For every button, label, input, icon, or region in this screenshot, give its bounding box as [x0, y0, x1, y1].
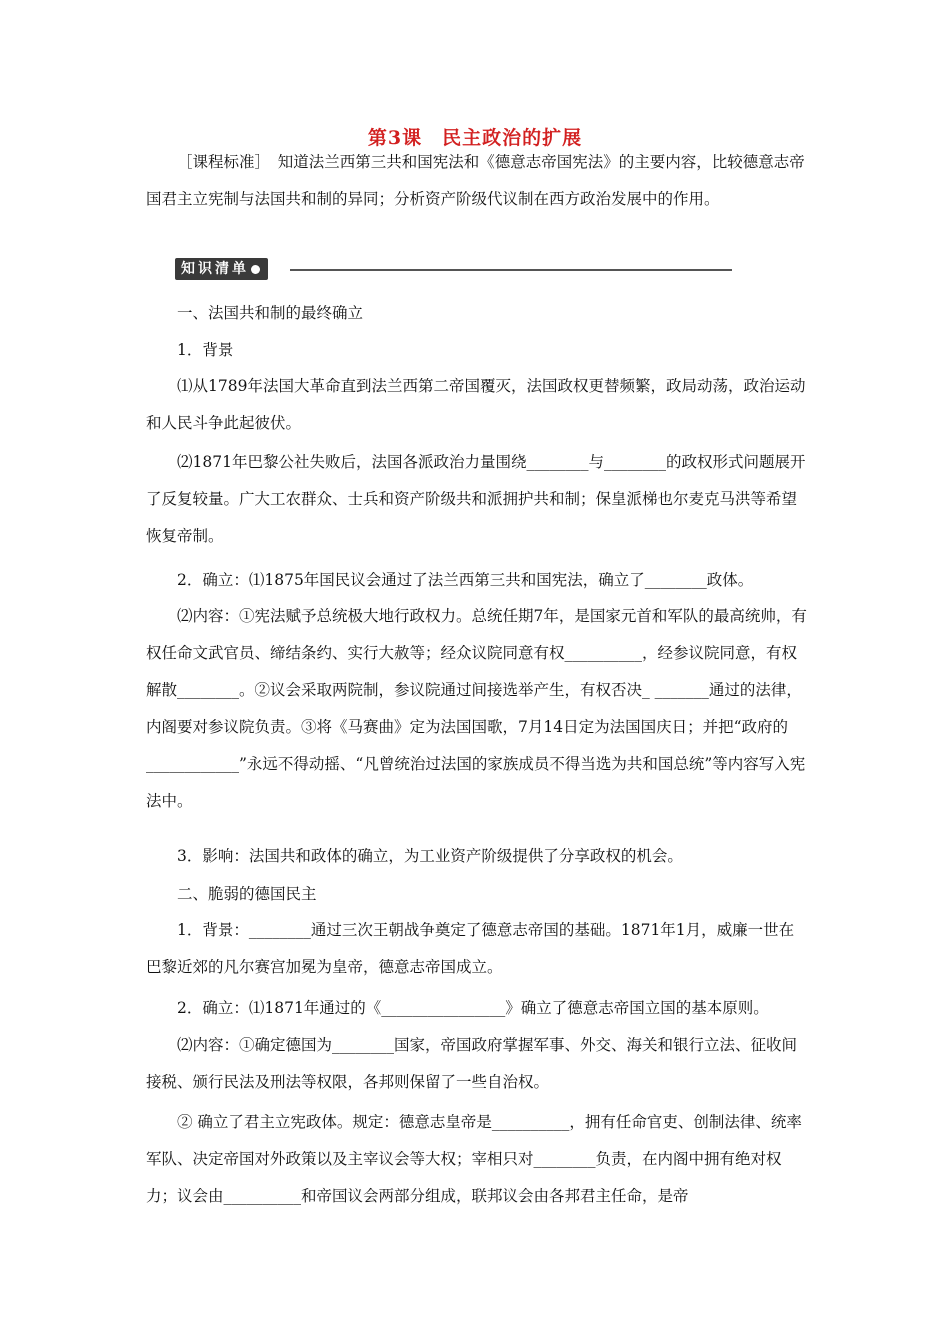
paragraph-9: 1．背景：________通过三次王朝战争奠定了德意志帝国的基础。1871年1月，威廉一世在巴黎近郊的凡尔赛宫加冕为皇帝，德意志帝国成立。 — [146, 921, 795, 976]
lesson-title: 第3课 民主政治的扩展 — [367, 127, 583, 149]
course-standard: ［课程标准］ 知道法兰西第三共和国宪法和《德意志帝国宪法》的主要内容，比较德意志帝国君主立宪制与法国共和制的异同；分析资产阶级代议制在西方政治发展中的作用。 — [146, 153, 805, 208]
paragraph-4: ⑵1871年巴黎公社失败后，法国各派政治力量围绕________与________的政权形式问题展开了反复较量。广大工农群众、士兵和资产阶级共和派拥护共和制；保皇派梯也尔麦克马洪等希望恢复帝制。 — [146, 453, 806, 545]
paragraph-8: 二、脆弱的德国民主 — [177, 885, 317, 903]
paragraph-11: ⑵内容：①确定德国为________国家，帝国政府掌握军事、外交、海关和银行立法、征收间接税、颁行民法及刑法等权限，各邦则保留了一些自治权。 — [146, 1036, 798, 1091]
paragraph-3: ⑴从1789年法国大革命直到法兰西第二帝国覆灭，法国政权更替频繁，政局动荡，政治运动和人民斗争此起彼伏。 — [146, 377, 806, 432]
section-label: 知识清单 — [181, 261, 249, 277]
paragraph-6: ⑵内容：①宪法赋予总统极大地行政权力。总统任期7年，是国家元首和军队的最高统帅，有权任命文武官员、缔结条约、实行大赦等；经众议院同意有权__________，经参议院同意，有权解散________。②议会采取两院制，参议院通过间接选举产生，有权否决_ _______通过的法律，内阁要对参议院负责。③将《马赛曲》定为法国国歌，7月14日定为法国国庆日；并把“政府的____________”永远不得动摇、“凡曾统治过法国的家族成员不得当选为共和国总统”等内容写入宪法中。 — [146, 607, 807, 810]
paragraph-5: 2．确立：⑴1875年国民议会通过了法兰西第三共和国宪法，确立了________政体。 — [177, 571, 754, 589]
paragraph-1: 一、法国共和制的最终确立 — [177, 304, 364, 322]
section-divider — [290, 269, 732, 271]
paragraph-10: 2．确立：⑴1871年通过的《________________》确立了德意志帝国立国的基本原则。 — [177, 999, 769, 1017]
paragraph-7: 3．影响：法国共和政体的确立，为工业资产阶级提供了分享政权的机会。 — [177, 847, 683, 865]
paragraph-2: 1．背景 — [177, 341, 234, 359]
paragraph-12: ② 确立了君主立宪政体。规定：德意志皇帝是__________，拥有任命官吏、创制法律、统率军队、决定帝国对外政策以及主宰议会等大权；宰相只对________负责，在内阁中拥有绝对权力；议会由__________和帝国议会两部分组成，联邦议会由各邦君主任命，是帝 — [146, 1113, 802, 1205]
bullet-dot-icon — [251, 265, 260, 274]
